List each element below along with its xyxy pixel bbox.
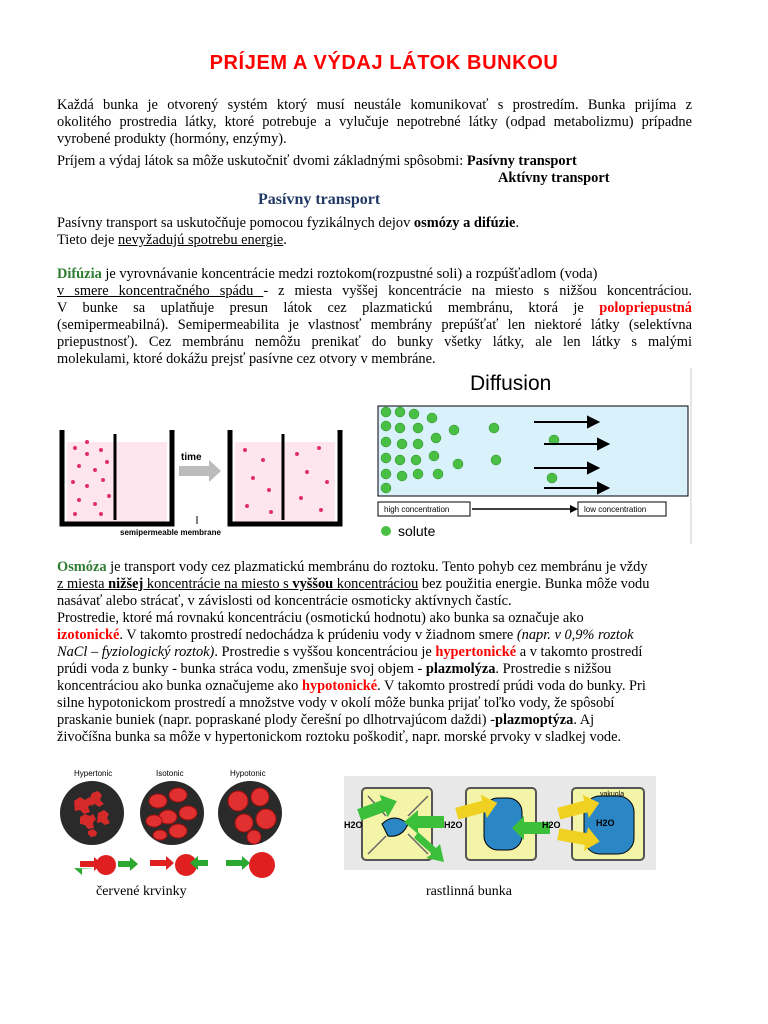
hypotonic-term: hypotonické [301,678,378,694]
hypertonic-label: Hypertonic [74,769,113,778]
hypotonic-label: Hypotonic [230,769,266,778]
beaker-after [230,430,340,524]
hypotonic-dish [218,781,282,845]
osmosis-text-7b: . Prostredie s nižšou [495,661,612,677]
low-concentration-label: low concentration [584,505,647,514]
high-concentration-label: high concentration [384,505,450,514]
passive-text-2: Tieto deje [57,232,119,248]
osmosis-term: Osmóza [57,559,107,575]
time-label: time [181,452,202,463]
osmosis-text-10: praskanie buniek (napr. popraskané plody čerešní po dlhotrvajúcom daždi) - [57,712,495,728]
osmosis-text-2: bez použitia energie. Bunka môže vodu [418,576,650,592]
h2o-label-1: H2O [344,820,363,830]
osmosis-line-3: nasávať alebo strácať, v závislosti od koncentrácie osmoticky aktívnych častíc. [57,593,512,609]
osmosis-line-11: živočíšna bunka sa môže v hypertonickom roztoku poškodiť, napr. morské prvoky v sladkej vode. [57,729,622,745]
osmosis-italic-5: (napr. v 0,9% roztok [516,627,634,643]
passive-line-2 [57,232,287,249]
diffusion-line-5: priepustnosť). Cez membránu nemôžu prenikať do bunky všetky látky, ale len látky s malými [57,334,692,350]
osmosis-text-5: . V takomto prostredí nedochádza k prúdeniu vody v žiadnom smere [119,627,517,643]
osmosis-text-6b: a v takomto prostredí [516,644,643,660]
diffusion-line-3 [57,300,692,317]
intro-line-3: vyrobené produkty (hormóny, enzýmy). [57,131,287,147]
arrow-time [179,460,221,482]
vakuola-label: vakuola [600,791,625,798]
modes-sentence [57,153,577,170]
hypertonic-dish [60,781,124,845]
diffusion-line-2 [57,283,692,300]
membrane-label: semipermeable membrane [120,528,221,537]
isotonic-dish [140,781,204,845]
passive-dot-2: . [283,232,287,248]
osmosis-text: je transport vody cez plazmatickú membránu do roztoku. Tento pohyb cez membránu je vždy [106,559,648,575]
osmosis-u3: koncentrácie na miesto s [143,576,293,592]
hypertonic-term: hypertonické [435,644,517,660]
intro-line-2: okolitého prostredia látky, ktoré potrebuje a vylučuje nepotrebné látky (odpad metabolizmu) prípadne [57,114,692,130]
passive-line-1 [57,215,519,232]
h2o-label-4: H2O [596,818,615,828]
osmosis-text-8: koncentráciou ako bunka označujeme ako [57,678,302,694]
osmosis-u5: koncentráciou [333,576,419,592]
passive-dot: . [515,215,520,231]
osmosis-u2: nižšej [108,576,144,592]
diffusion-line-1 [57,266,597,283]
modes-text: Príjem a výdaj látok sa môže uskutočniť dvomi základnými spôsobmi: [57,153,464,169]
blood-cells-figure [58,765,298,883]
diffusion-term: Difúzia [57,266,102,282]
h2o-label-3: H2O [542,820,561,830]
diffusion-figure [368,368,692,544]
diffusion-line-4: (semipermeabilná). Semipermeabilita je vlastnosť membrány prepúšťať len niektoré látky (selektívna [57,317,692,333]
plasmolysis-term: plazmolýza [425,661,496,677]
osmosis-text-6: . Prostredie s vyššou koncentráciou je [214,644,436,660]
osmosis-line-7 [57,661,611,678]
intro-line-1: Každá bunka je otvorený systém ktorý musí neustále komunikovať s prostredím. Bunka prijíma z [57,97,692,113]
isotonic-term: izotonické [57,627,120,643]
osmosis-line-8 [57,678,646,695]
osmosis-line-10 [57,712,594,729]
osmosis-line-9: silne hypotonickom prostredí a množstve vody v okolí môže bunka prijať toľko vody, že spôsobí [57,695,615,711]
osmosis-text-8b: . V takomto prostredí prúdi voda do bunky. Pri [377,678,646,694]
caption-plant-cell: rastlinná bunka [426,884,512,899]
diffusion-underline: v smere koncentračného spádu [57,283,264,299]
diffusion-text: je vyrovnávanie koncentrácie medzi roztokom(rozpustné soli) a rozpúšťadlom (voda) [101,266,598,282]
osmosis-line-1 [57,559,648,576]
plasmoptysis-term: plazmoptýza [494,712,574,728]
beaker-before [62,430,172,524]
diffusion-text-3: V bunke sa uplatňuje presun látok cez plazmatickú membránu, ktorá je [57,300,600,316]
osmosis-text-10b: . Aj [573,712,595,728]
passive-bold: osmózy a difúzie [413,215,516,231]
passive-text: Pasívny transport sa uskutočňuje pomocou fyzikálnych dejov [57,215,414,231]
mode-active: Aktívny transport [498,170,610,186]
diffusion-red: polopriepustná [599,300,692,316]
h2o-label-2: H2O [444,820,463,830]
osmosis-italic-6: NaCl – fyziologický roztok) [57,644,215,660]
diffusion-text-2: - z miesta vyššej koncentrácie na miesto s nižšou koncentráciou. [263,283,692,299]
beaker-figure [57,420,347,540]
osmosis-line-6 [57,644,642,661]
solute-legend-icon [381,526,391,536]
osmosis-line-2 [57,576,649,593]
caption-red-blood-cells: červené krvinky [96,884,187,899]
osmosis-u1: z miesta [57,576,109,592]
section-heading-passive: Pasívny transport [258,191,381,208]
diffusion-line-6: molekulami, ktoré dokážu prejsť pasívne cez otvory v membráne. [57,351,436,367]
osmosis-u4: vyššou [292,576,334,592]
isotonic-label: Isotonic [156,769,184,778]
solute-legend-label: solute [398,523,436,539]
osmosis-line-4: Prostredie, ktoré má rovnakú koncentráciu (osmotickú hodnotu) ako bunka sa označuje ako [57,610,584,626]
page-title: PRÍJEM A VÝDAJ LÁTOK BUNKOU [209,52,559,74]
plant-cells-figure [344,776,656,870]
mode-passive: Pasívny transport [466,153,577,169]
osmosis-line-5 [57,627,633,644]
cell-arrows [74,852,275,878]
osmosis-text-7: prúdi voda z bunky - bunka stráca vodu, zmenšuje svoj objem - [57,661,426,677]
diffusion-title: Diffusion [470,372,552,395]
passive-underline: nevyžadujú spotrebu energie [118,232,284,248]
